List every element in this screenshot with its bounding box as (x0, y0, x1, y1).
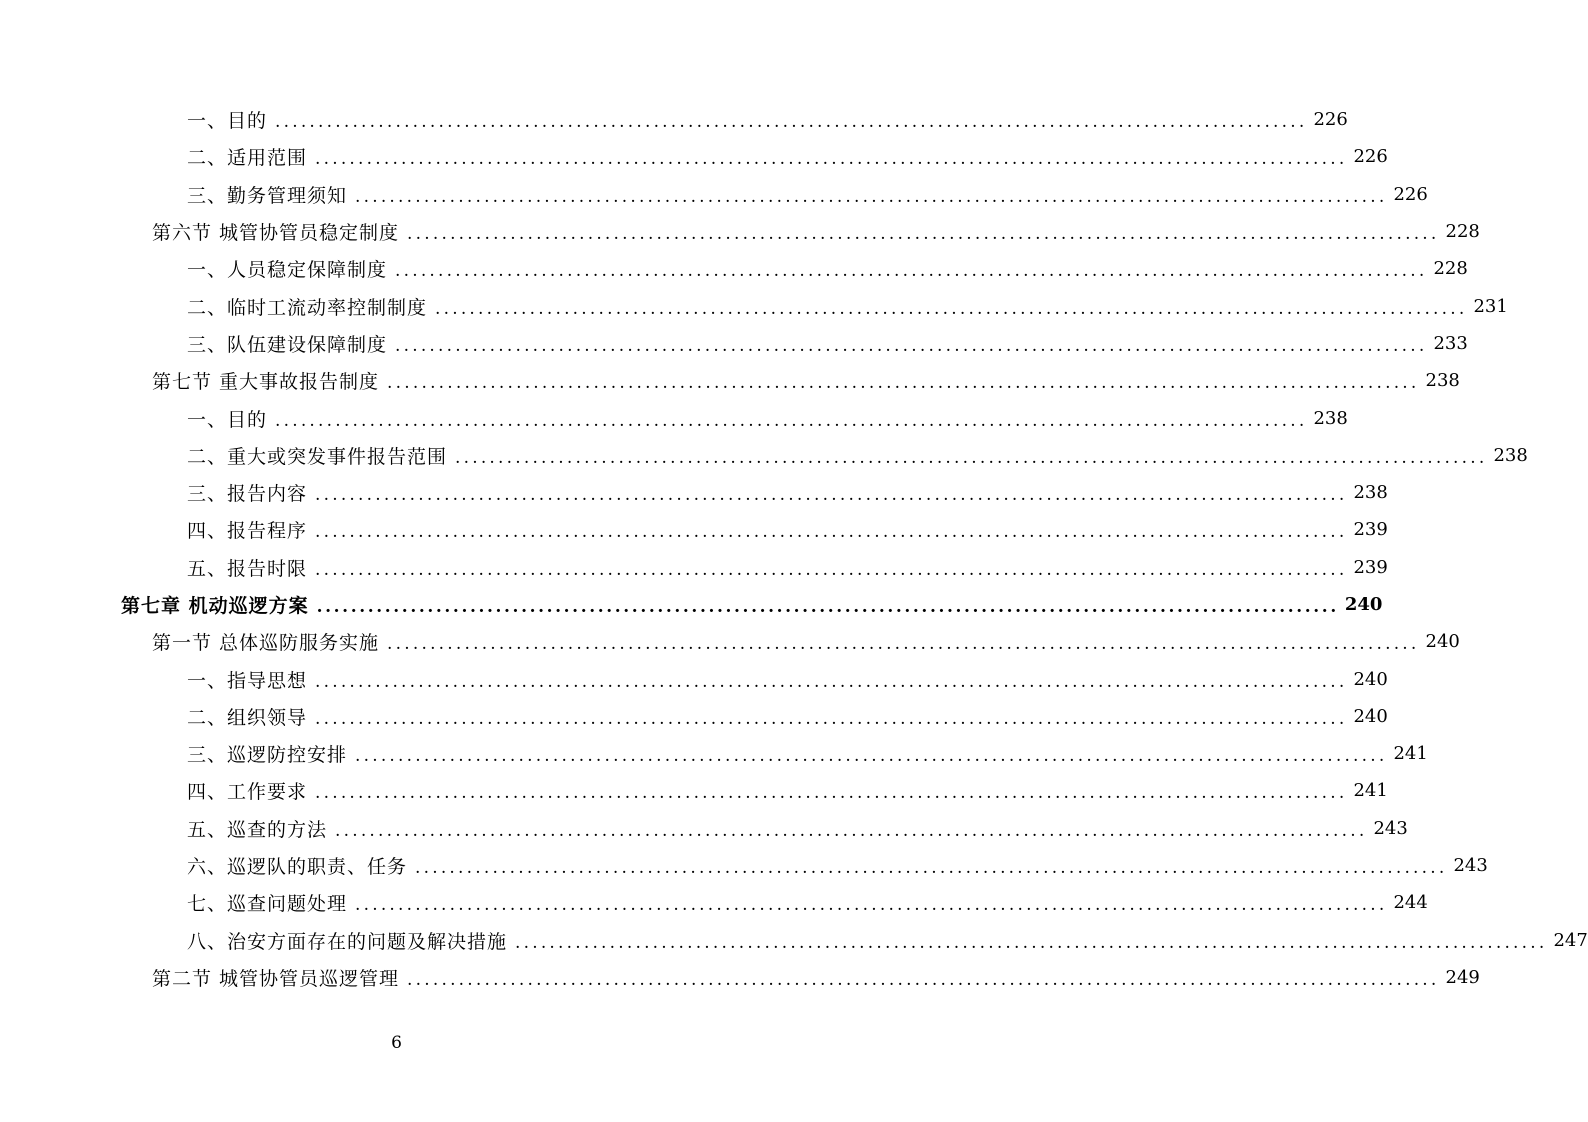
toc-entry[interactable] (0, 884, 1428, 921)
toc-entry[interactable] (0, 698, 1388, 735)
toc-leader-dots: ........................................................................................................................ (407, 224, 1440, 245)
toc-entry-page: 243 (1453, 855, 1488, 877)
table-of-contents (0, 101, 1588, 996)
toc-entry[interactable] (0, 474, 1388, 511)
toc-entry-title: 二、重大或突发事件报告范围 (187, 445, 448, 468)
toc-entry[interactable] (0, 735, 1428, 772)
toc-entry[interactable] (0, 101, 1348, 138)
toc-entry-page: 226 (1313, 109, 1348, 131)
toc-leader-dots: ........................................................................................................................ (315, 783, 1348, 804)
toc-entry-page: 244 (1393, 892, 1428, 914)
toc-entry-page: 241 (1393, 743, 1428, 765)
toc-leader-dots: ........................................................................................................................ (387, 634, 1420, 655)
toc-leader-dots: ........................................................................................................................ (415, 858, 1448, 879)
toc-entry[interactable] (0, 250, 1468, 287)
toc-leader-dots: ........................................................................................................................ (355, 746, 1388, 767)
toc-entry[interactable] (0, 138, 1388, 175)
toc-entry[interactable] (0, 437, 1528, 474)
toc-entry[interactable] (0, 399, 1348, 436)
toc-entry[interactable] (0, 549, 1388, 586)
toc-entry[interactable] (0, 362, 1460, 399)
toc-entry-title: 一、目的 (187, 110, 268, 133)
toc-entry-page: 238 (1353, 482, 1388, 504)
toc-entry-page: 239 (1353, 556, 1388, 578)
toc-entry-title: 二、组织领导 (187, 706, 308, 729)
toc-entry-page: 233 (1433, 332, 1468, 354)
toc-entry[interactable] (0, 623, 1460, 660)
toc-leader-dots: ........................................................................................................................ (435, 298, 1468, 319)
toc-entry-title: 一、目的 (187, 408, 268, 431)
toc-leader-dots: ........................................................................................................................ (387, 373, 1420, 394)
toc-entry[interactable] (0, 287, 1508, 324)
toc-entry-title: 三、勤务管理须知 (187, 184, 348, 207)
toc-leader-dots: ........................................................................................................................ (455, 447, 1488, 468)
toc-entry-page: 238 (1313, 407, 1348, 429)
toc-entry-title: 第七章 机动巡逻方案 (121, 595, 309, 617)
toc-entry-title: 第一节 总体巡防服务实施 (152, 632, 380, 655)
toc-entry-title: 八、治安方面存在的问题及解决措施 (187, 930, 508, 953)
toc-entry[interactable] (0, 660, 1388, 697)
toc-leader-dots: ........................................................................................................................ (515, 932, 1548, 953)
toc-entry-page: 240 (1344, 594, 1383, 615)
toc-entry-page: 249 (1445, 966, 1480, 988)
toc-entry[interactable] (0, 810, 1408, 847)
toc-leader-dots: ........................................................................................................................ (316, 597, 1339, 617)
toc-leader-dots: ........................................................................................................................ (335, 820, 1368, 841)
toc-entry-page: 226 (1353, 146, 1388, 168)
toc-entry-page: 226 (1393, 183, 1428, 205)
toc-entry-title: 五、报告时限 (187, 557, 308, 580)
toc-entry[interactable] (0, 511, 1388, 548)
toc-entry[interactable] (0, 176, 1428, 213)
toc-entry[interactable] (0, 772, 1388, 809)
toc-entry-title: 五、巡查的方法 (187, 818, 328, 841)
toc-entry-page: 239 (1353, 519, 1388, 541)
toc-entry-title: 第二节 城管协管员巡逻管理 (152, 967, 400, 990)
toc-entry-page: 238 (1425, 370, 1460, 392)
toc-entry-title: 六、巡逻队的职责、任务 (187, 856, 408, 879)
toc-entry-title: 第六节 城管协管员稳定制度 (152, 222, 400, 245)
toc-leader-dots: ........................................................................................................................ (315, 559, 1348, 580)
toc-leader-dots: ........................................................................................................................ (355, 186, 1388, 207)
toc-leader-dots: ........................................................................................................................ (275, 112, 1308, 133)
toc-entry[interactable] (0, 959, 1480, 996)
toc-entry-page: 228 (1445, 221, 1480, 243)
toc-entry-page: 240 (1425, 631, 1460, 653)
toc-entry-page: 240 (1353, 705, 1388, 727)
toc-leader-dots: ........................................................................................................................ (315, 485, 1348, 506)
toc-leader-dots: ........................................................................................................................ (315, 708, 1348, 729)
toc-entry-title: 三、巡逻防控安排 (187, 744, 348, 767)
toc-leader-dots: ........................................................................................................................ (315, 149, 1348, 170)
toc-leader-dots: ........................................................................................................................ (407, 969, 1440, 990)
toc-leader-dots: ........................................................................................................................ (315, 671, 1348, 692)
toc-leader-dots: ........................................................................................................................ (315, 522, 1348, 543)
toc-entry-page: 240 (1353, 668, 1388, 690)
toc-entry-title: 二、适用范围 (187, 147, 308, 170)
toc-entry-title: 三、报告内容 (187, 483, 308, 506)
page-number: 6 (391, 1033, 402, 1053)
toc-entry[interactable] (0, 213, 1480, 250)
toc-entry-title: 四、工作要求 (187, 781, 308, 804)
toc-leader-dots: ........................................................................................................................ (355, 895, 1388, 916)
toc-entry[interactable] (0, 847, 1488, 884)
toc-leader-dots: ........................................................................................................................ (275, 410, 1308, 431)
toc-leader-dots: ........................................................................................................................ (395, 335, 1428, 356)
toc-leader-dots: ........................................................................................................................ (395, 261, 1428, 282)
toc-entry-page: 228 (1433, 258, 1468, 280)
toc-entry-page: 241 (1353, 780, 1388, 802)
toc-entry-title: 七、巡查问题处理 (187, 893, 348, 916)
toc-entry-title: 二、临时工流动率控制制度 (187, 296, 428, 319)
toc-entry-page: 243 (1373, 817, 1408, 839)
toc-entry-title: 第七节 重大事故报告制度 (152, 371, 380, 394)
toc-entry-title: 一、指导思想 (187, 669, 308, 692)
toc-entry-title: 一、人员稳定保障制度 (187, 259, 388, 282)
toc-entry[interactable] (0, 922, 1588, 959)
toc-entry-page: 238 (1493, 444, 1528, 466)
toc-entry-title: 三、队伍建设保障制度 (187, 333, 388, 356)
toc-entry-page: 231 (1473, 295, 1508, 317)
toc-entry-page: 247 (1553, 929, 1588, 951)
toc-entry[interactable] (0, 586, 1383, 623)
toc-entry-title: 四、报告程序 (187, 520, 308, 543)
toc-entry[interactable] (0, 325, 1468, 362)
